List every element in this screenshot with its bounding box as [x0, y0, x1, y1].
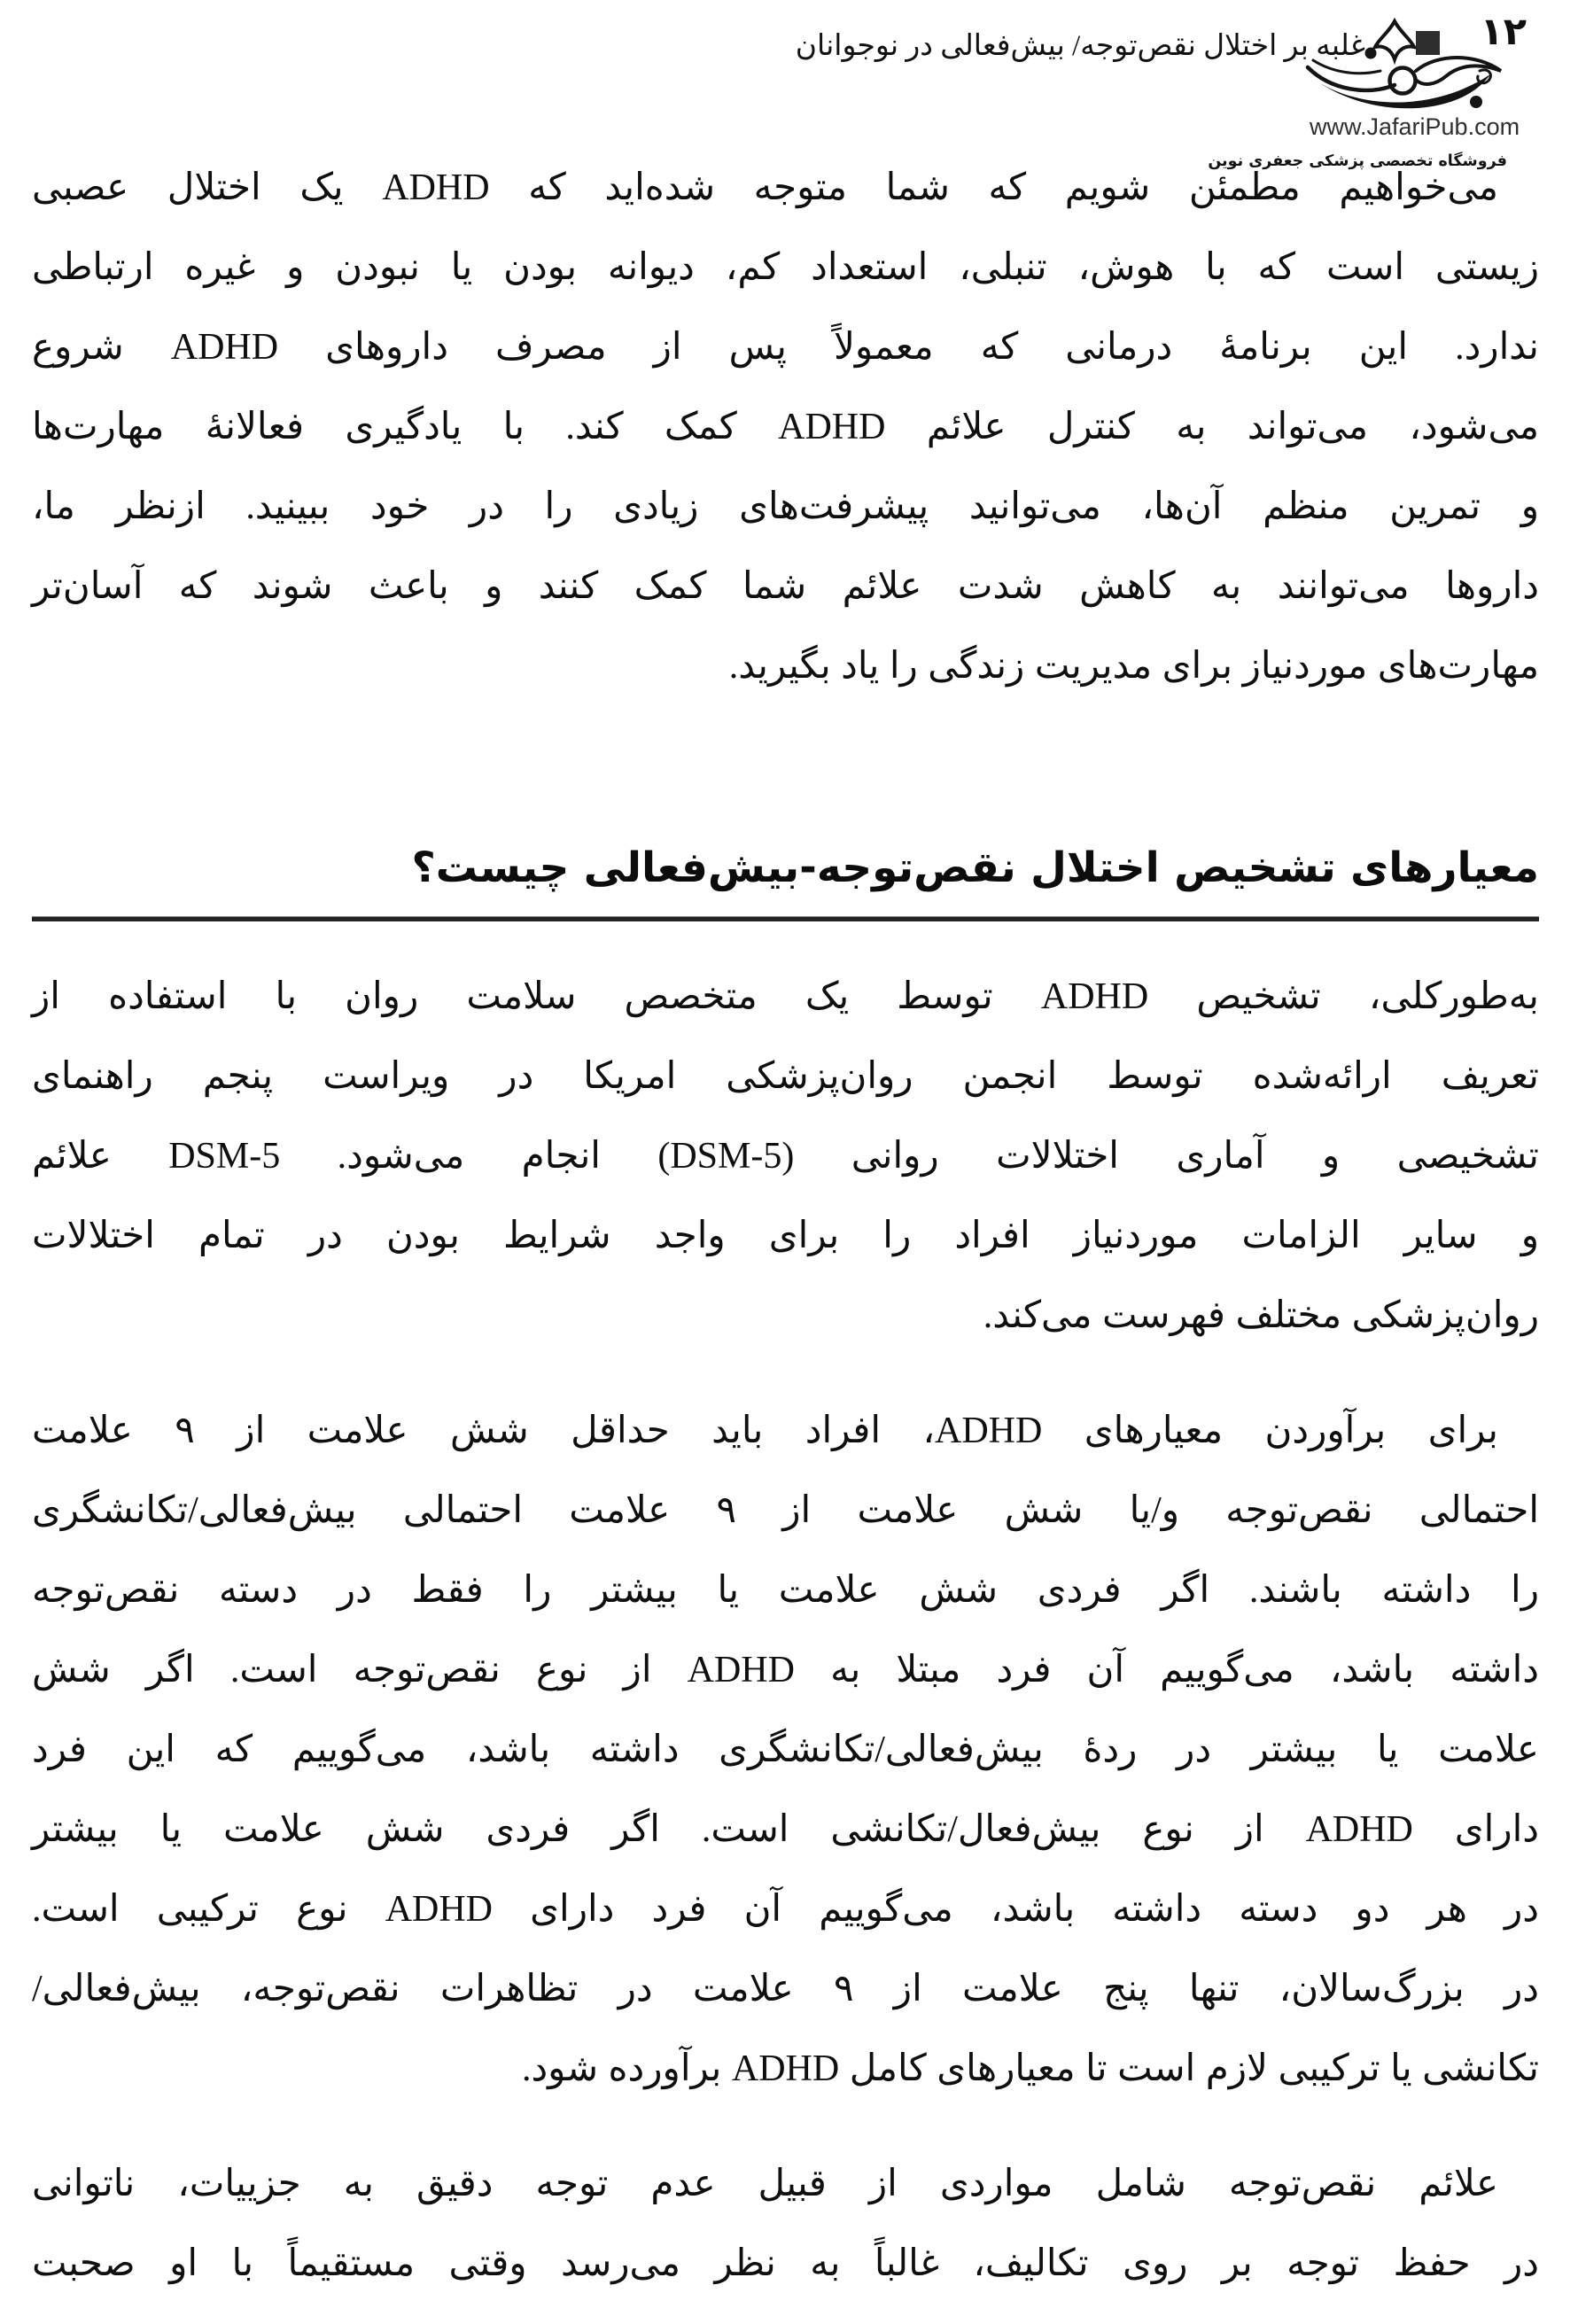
text-line: داشته باشد، می‌گوییم آن فرد مبتلا به ADHD از نوع نقص‌توجه است. اگر شش: [32, 1650, 1539, 1691]
text-line: و تمرین منظم آن‌ها، می‌توانید پیشرفت‌های زیادی را در خود ببینید. ازنظر ما،: [32, 486, 1539, 527]
text-line: زیستی است که با هوش، تنبلی، استعداد کم، دیوانه بودن یا نبودن و غیره ارتباطی: [32, 247, 1539, 288]
text-line: برای برآوردن معیارهای ADHD، افراد باید حداقل شش علامت از ۹ علامت: [32, 1411, 1498, 1451]
publisher-website: www.JafariPub.com: [1310, 113, 1520, 140]
text-line: احتمالی نقص‌توجه و/یا شش علامت از ۹ علامت احتمالی بیش‌فعالی/تکانشگری: [32, 1490, 1539, 1531]
paragraph: [32, 1391, 1539, 2109]
text-line: و سایر الزامات موردنیاز افراد را برای واجد شرایط بودن در تمام اختلالات: [32, 1216, 1539, 1256]
text-line: مهارت‌های موردنیاز برای مدیریت زندگی را یاد بگیرید.: [728, 646, 1539, 687]
text-line: تکانشی یا ترکیبی لازم است تا معیارهای کامل ADHD برآورده شود.: [521, 2048, 1539, 2089]
text-line: علائم نقص‌توجه شامل مواردی از قبیل عدم توجه دقیق به جزییات، ناتوانی: [32, 2164, 1498, 2204]
text-line: ندارد. این برنامهٔ درمانی که معمولاً پس از مصرف داروهای ADHD شروع: [32, 327, 1539, 368]
text-line: روان‌پزشکی مختلف فهرست می‌کند.: [983, 1295, 1539, 1336]
text-line: تشخیصی و آماری اختلالات روانی (DSM-5) انجام می‌شود. DSM-5 علائم: [32, 1136, 1539, 1177]
text-line: به‌طورکلی، تشخیص ADHD توسط یک متخصص سلامت روان با استفاده از: [32, 976, 1539, 1017]
text-line: در حفظ توجه بر روی تکالیف، غالباً به نظر می‌رسد وقتی مستقیماً با او صحبت: [32, 2243, 1539, 2284]
text-line: را داشته باشند. اگر فردی شش علامت یا بیشتر را فقط در دسته نقص‌توجه: [32, 1570, 1539, 1611]
heading-rule: [32, 916, 1539, 921]
text-line: دارای ADHD از نوع بیش‌فعال/تکانشی است. اگر فردی شش علامت یا بیشتر: [32, 1809, 1539, 1850]
paragraph: [32, 957, 1539, 1356]
paragraph: [32, 2144, 1539, 2304]
paragraph: [32, 148, 1539, 706]
publisher-store-name: فروشگاه تخصصی پزشکی جعفری نوین: [1208, 152, 1507, 170]
text-line: می‌شود، می‌تواند به کنترل علائم ADHD کمک کند. با یادگیری فعالانهٔ مهارت‌ها: [32, 407, 1539, 447]
text-line: می‌خواهیم مطمئن شویم که شما متوجه شده‌اید که ADHD یک اختلال عصبی: [32, 167, 1498, 208]
jafaripub-logo-icon: [1302, 16, 1506, 118]
text-line: تعریف ارائه‌شده توسط انجمن روان‌پزشکی امریکا در ویراست پنجم راهنمای: [32, 1056, 1539, 1097]
text-line: در بزرگ‌سالان، تنها پنج علامت از ۹ علامت در تظاهرات نقص‌توجه، بیش‌فعالی/: [32, 1969, 1539, 2009]
text-line: در هر دو دسته داشته باشد، می‌گوییم آن فرد دارای ADHD نوع ترکیبی است.: [32, 1889, 1539, 1930]
text-line: داروها می‌توانند به کاهش شدت علائم شما کمک کنند و باعث شوند که آسان‌تر: [32, 566, 1539, 607]
page-content: [32, 0, 1539, 2304]
text-line: علامت یا بیشتر در ردهٔ بیش‌فعالی/تکانشگری داشته باشد، می‌گوییم که این فرد: [32, 1729, 1539, 1770]
section-heading: معیارهای تشخیص اختلال نقص‌توجه-بیش‌فعالی چیست؟: [411, 843, 1539, 892]
running-head-title: غلبه بر اختلال نقص‌توجه/ بیش‌فعالی در نوجوانان: [795, 30, 1365, 62]
page-number: ۱۲: [1480, 10, 1527, 54]
